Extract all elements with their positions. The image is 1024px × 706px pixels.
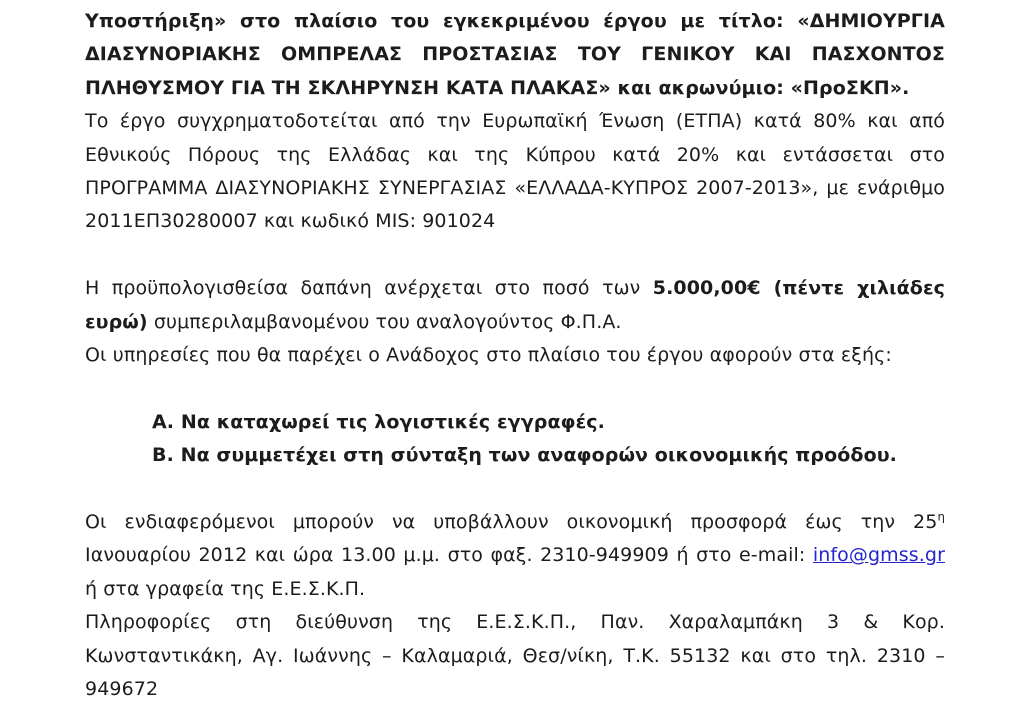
submission-text-tail: ή στα γραφεία της Ε.Ε.Σ.Κ.Π. xyxy=(85,577,366,600)
ordinal-superscript: η xyxy=(937,509,945,524)
list-item-a xyxy=(152,406,945,439)
project-title-text: Υποστήριξη» στο πλαίσιο του εγκεκριμένου έργου με τίτλο: «ΔΗΜΙΟΥΡΓΙΑ ΔΙΑΣΥΝΟΡΙΑΚΗΣ ΟΜΠΡΕΛΑΣ ΠΡΟΣΤΑΣΙΑΣ ΤΟΥ ΓΕΝΙΚΟΥ ΚΑΙ ΠΑΣΧΟΝΤΟΣ ΠΛΗΘΥΣΜΟΥ ΓΙΑ ΤΗ ΣΚΛΗΡΥΝΣΗ ΚΑΤΑ ΠΛΑΚΑΣ» και ακρωνύμιο: «ΠροΣΚΠ». xyxy=(85,10,945,99)
paragraph-cofinancing xyxy=(85,105,945,239)
paragraph-services-intro xyxy=(85,339,945,372)
services-intro-text: Οι υπηρεσίες που θα παρέχει ο Ανάδοχος στο πλαίσιο του έργου αφορούν στα εξής: xyxy=(85,344,892,367)
blank-line xyxy=(85,473,945,506)
blank-line xyxy=(85,372,945,405)
paragraph-contact-info xyxy=(85,606,945,706)
email-link[interactable]: info@gmss.gr xyxy=(812,544,945,567)
submission-text-lead: Οι ενδιαφερόμενοι μπορούν να υποβάλλουν οικονομική προσφορά έως την 25 xyxy=(85,511,938,534)
cofinancing-text: Το έργο συγχρηματοδοτείται από την Ευρωπαϊκή Ένωση (ΕΤΠΑ) κατά 80% και από Εθνικούς Πόρους της Ελλάδας και της Κύπρου κατά 20% και εντάσσεται στο ΠΡΟΓΡΑΜΜΑ ΔΙΑΣΥΝΟΡΙΑΚΗΣ ΣΥΝΕΡΓΑΣΙΑΣ «ΕΛΛΑΔΑ-ΚΥΠΡΟΣ 2007-2013», με ενάριθμο 2011ΕΠ30280007 και κωδικό MIS: 901024 xyxy=(85,110,945,233)
budget-amount: 5.000,00€ (πέντε χιλιάδες ευρώ) xyxy=(85,277,945,333)
submission-text-mid: Ιανουαρίου 2012 και ώρα 13.00 μ.μ. στο φαξ. 2310-949909 ή στο e-mail: xyxy=(85,544,813,567)
paragraph-project-title xyxy=(85,5,945,105)
list-item-a-text: Α. Να καταχωρεί τις λογιστικές εγγραφές. xyxy=(152,410,605,433)
list-item-b xyxy=(152,439,945,472)
paragraph-budget xyxy=(85,272,945,339)
contact-info-text: Πληροφορίες στη διεύθυνση της Ε.Ε.Σ.Κ.Π., Παν. Χαραλαμπάκη 3 & Κορ. Κωνσταντικάκη, Αγ. Ιωάννης – Καλαμαριά, Θεσ/νίκη, Τ.Κ. 55132 και στο τηλ. 2310 – 949672 xyxy=(85,611,945,701)
paragraph-submission xyxy=(85,506,945,606)
budget-text-lead: Η προϋπολογισθείσα δαπάνη ανέρχεται στο ποσό των xyxy=(85,277,653,300)
blank-line xyxy=(85,239,945,272)
list-item-b-text: Β. Να συμμετέχει στη σύνταξη των αναφορών οικονομικής προόδου. xyxy=(152,444,897,467)
budget-text-tail: συμπεριλαμβανομένου του αναλογούντος Φ.Π.Α. xyxy=(147,310,622,333)
